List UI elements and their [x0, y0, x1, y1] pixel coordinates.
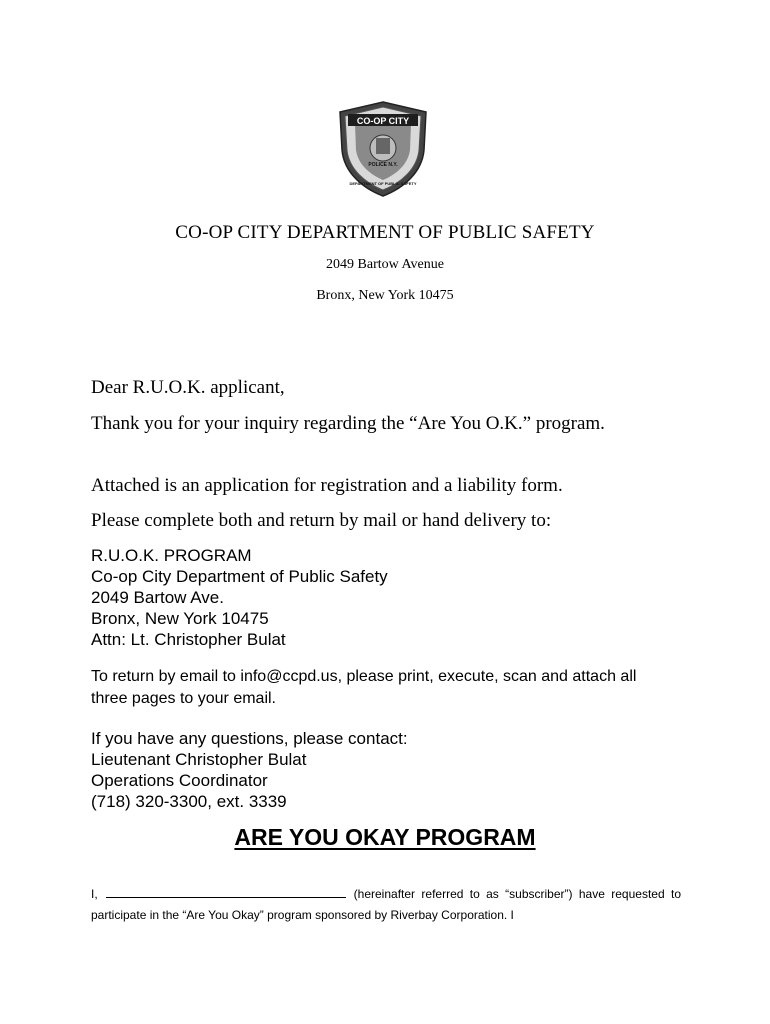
badge-ring-text: DEPARTMENT OF PUBLIC SAFETY — [349, 181, 417, 186]
contact-line: (718) 320-3300, ext. 3339 — [91, 792, 287, 811]
program-heading — [0, 824, 770, 851]
subscriber-name-blank[interactable] — [106, 885, 346, 898]
contact-block — [91, 728, 691, 812]
attached-paragraph: Attached is an application for registration and a liability form. — [91, 475, 563, 496]
mailing-address-line: R.U.O.K. PROGRAM — [91, 546, 252, 565]
badge-top-text: CO-OP CITY — [356, 116, 410, 126]
mailing-address-line: Co-op City Department of Public Safety — [91, 567, 388, 586]
return-instructions: Please complete both and return by mail or hand delivery to: — [91, 510, 552, 531]
organization-name: CO-OP CITY DEPARTMENT OF PUBLIC SAFETY — [175, 222, 595, 243]
mailing-address-line: Attn: Lt. Christopher Bulat — [91, 630, 286, 649]
greeting: Dear R.U.O.K. applicant, — [91, 377, 285, 398]
contact-line: Lieutenant Christopher Bulat — [91, 750, 307, 769]
address-line-2: Bronx, New York 10475 — [316, 288, 454, 303]
thank-you-paragraph: Thank you for your inquiry regarding the “Are You O.K.” program. — [91, 413, 605, 434]
agreement-prefix: I, — [91, 887, 98, 901]
mailing-address-block — [91, 545, 691, 650]
mailing-address-line: Bronx, New York 10475 — [91, 609, 269, 628]
agreement-text: (hereinafter referred to as “subscriber”) have requested to participate in the “Are You Okay” program sponsored by Riverbay Corporation. I — [91, 887, 681, 922]
program-heading-text: ARE YOU OKAY PROGRAM — [234, 824, 536, 850]
badge-center-text: POLICE N.Y. — [368, 162, 398, 168]
contact-line: Operations Coordinator — [91, 771, 268, 790]
department-badge-logo — [336, 100, 430, 198]
contact-line: If you have any questions, please contact: — [91, 729, 408, 748]
address-line-1: 2049 Bartow Avenue — [326, 257, 444, 272]
mailing-address-line: 2049 Bartow Ave. — [91, 588, 224, 607]
email-return-note: To return by email to info@ccpd.us, please print, execute, scan and attach all three pages to your email. — [91, 668, 637, 707]
agreement-paragraph — [91, 884, 681, 926]
